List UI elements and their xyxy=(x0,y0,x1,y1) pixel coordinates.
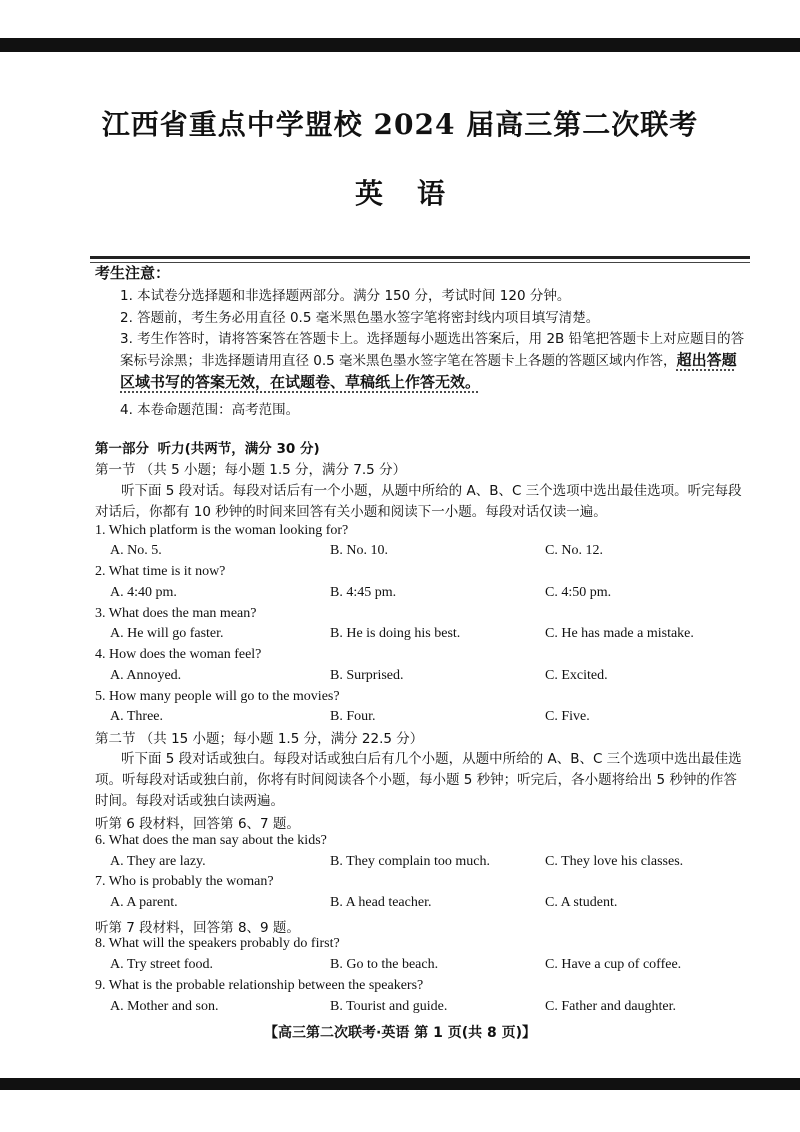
q2-option-c: C. 4:50 pm. xyxy=(545,585,612,600)
divider-thick xyxy=(90,256,750,259)
page-footer: 【高三第二次联考·英语 第 1 页(共 8 页)】 xyxy=(264,1025,536,1041)
part1-heading-text: 听力(共两节，满分 30 分) xyxy=(157,441,320,457)
section2-instructions: 听下面 5 段对话或独白。每段对话或独白后有几个小题，从题中所给的 A、B、C 三个选项中选出最佳选项。听每段对话或独白前，你将有时间阅读各个小题，每小题 5 秒钟；听完后，各小题将给出 5 秒钟的作答时间。每段对话或独白读两遍。 xyxy=(95,751,742,809)
q9-option-c: C. Father and daughter. xyxy=(545,999,677,1014)
q2-option-a: A. 4:40 pm. xyxy=(110,585,177,600)
q1-option-a: A. No. 5. xyxy=(110,543,162,558)
notice-item-3 xyxy=(120,329,750,394)
part1-heading xyxy=(95,440,755,458)
bottom-border-bar xyxy=(0,1078,800,1090)
q4-option-a: A. Annoyed. xyxy=(110,668,182,683)
q8-option-b: B. Go to the beach. xyxy=(330,957,439,972)
top-border-bar xyxy=(0,38,800,52)
q9-option-b: B. Tourist and guide. xyxy=(330,999,448,1014)
notice-item-3-text: 3. 考生作答时，请将答案答在答题卡上。选择题每小题选出答案后，用 2B 铅笔把答题卡上对应题目的答案标号涂黑；非选择题请用直径 0.5 毫米黑色墨水签字笔在答题卡上各题的答题区域内作答， xyxy=(120,331,745,369)
q1-option-b: B. No. 10. xyxy=(330,543,388,558)
q5-option-c: C. Five. xyxy=(545,709,590,724)
question-5: 5. How many people will go to the movies? xyxy=(95,689,340,704)
notice-title: 考生注意： xyxy=(95,264,171,282)
material-7-note: 听第 7 段材料，回答第 8、9 题。 xyxy=(95,920,300,936)
section1-heading: 第一节 （共 5 小题；每小题 1.5 分，满分 7.5 分） xyxy=(95,462,407,478)
question-6: 6. What does the man say about the kids? xyxy=(95,833,327,848)
section1-instructions: 听下面 5 段对话。每段对话后有一个小题，从题中所给的 A、B、C 三个选项中选出最佳选项。听完每段对话后，你都有 10 秒钟的时间来回答有关小题和阅读下一小题。每段对话仅读一遍。 xyxy=(95,483,742,520)
question-2: 2. What time is it now? xyxy=(95,564,226,579)
q6-option-a: A. They are lazy. xyxy=(110,854,206,869)
q5-option-a: A. Three. xyxy=(110,709,163,724)
subject-title: 英语 xyxy=(354,177,479,210)
question-3: 3. What does the man mean? xyxy=(95,606,257,621)
material-6-note: 听第 6 段材料，回答第 6、7 题。 xyxy=(95,816,300,832)
section2-heading: 第二节 （共 15 小题；每小题 1.5 分，满分 22.5 分） xyxy=(95,731,424,747)
q7-option-a: A. A parent. xyxy=(110,895,178,910)
q3-option-b: B. He is doing his best. xyxy=(330,626,461,641)
q5-option-b: B. Four. xyxy=(330,709,376,724)
question-1: 1. Which platform is the woman looking for? xyxy=(95,523,349,538)
divider-thin xyxy=(90,262,750,263)
question-4: 4. How does the woman feel? xyxy=(95,647,262,662)
notice-item-3-emphasis: 超出答题区域书写的答案无效，在试题卷、草稿纸上作答无效。 xyxy=(120,351,737,391)
exam-title: 江西省重点中学盟校 2024 届高三第二次联考 xyxy=(101,108,699,141)
q8-option-c: C. Have a cup of coffee. xyxy=(545,957,682,972)
q8-option-a: A. Try street food. xyxy=(110,957,214,972)
notice-item-2: 2. 答题前，考生务必用直径 0.5 毫米黑色墨水签字笔将密封线内项目填写清楚。 xyxy=(120,310,600,326)
q3-option-a: A. He will go faster. xyxy=(110,626,224,641)
part1-heading-label: 第一部分 xyxy=(95,441,149,457)
q3-option-c: C. He has made a mistake. xyxy=(545,626,694,641)
q4-option-b: B. Surprised. xyxy=(330,668,404,683)
q1-option-c: C. No. 12. xyxy=(545,543,603,558)
question-7: 7. Who is probably the woman? xyxy=(95,874,274,889)
q2-option-b: B. 4:45 pm. xyxy=(330,585,397,600)
question-9: 9. What is the probable relationship between the speakers? xyxy=(95,978,424,993)
question-8: 8. What will the speakers probably do first? xyxy=(95,936,340,951)
q7-option-c: C. A student. xyxy=(545,895,618,910)
q7-option-b: B. A head teacher. xyxy=(330,895,432,910)
q9-option-a: A. Mother and son. xyxy=(110,999,219,1014)
notice-item-4: 4. 本卷命题范围：高考范围。 xyxy=(120,402,300,418)
q6-option-c: C. They love his classes. xyxy=(545,854,684,869)
q6-option-b: B. They complain too much. xyxy=(330,854,490,869)
q4-option-c: C. Excited. xyxy=(545,668,608,683)
notice-item-1: 1. 本试卷分选择题和非选择题两部分。满分 150 分，考试时间 120 分钟。 xyxy=(120,288,571,304)
